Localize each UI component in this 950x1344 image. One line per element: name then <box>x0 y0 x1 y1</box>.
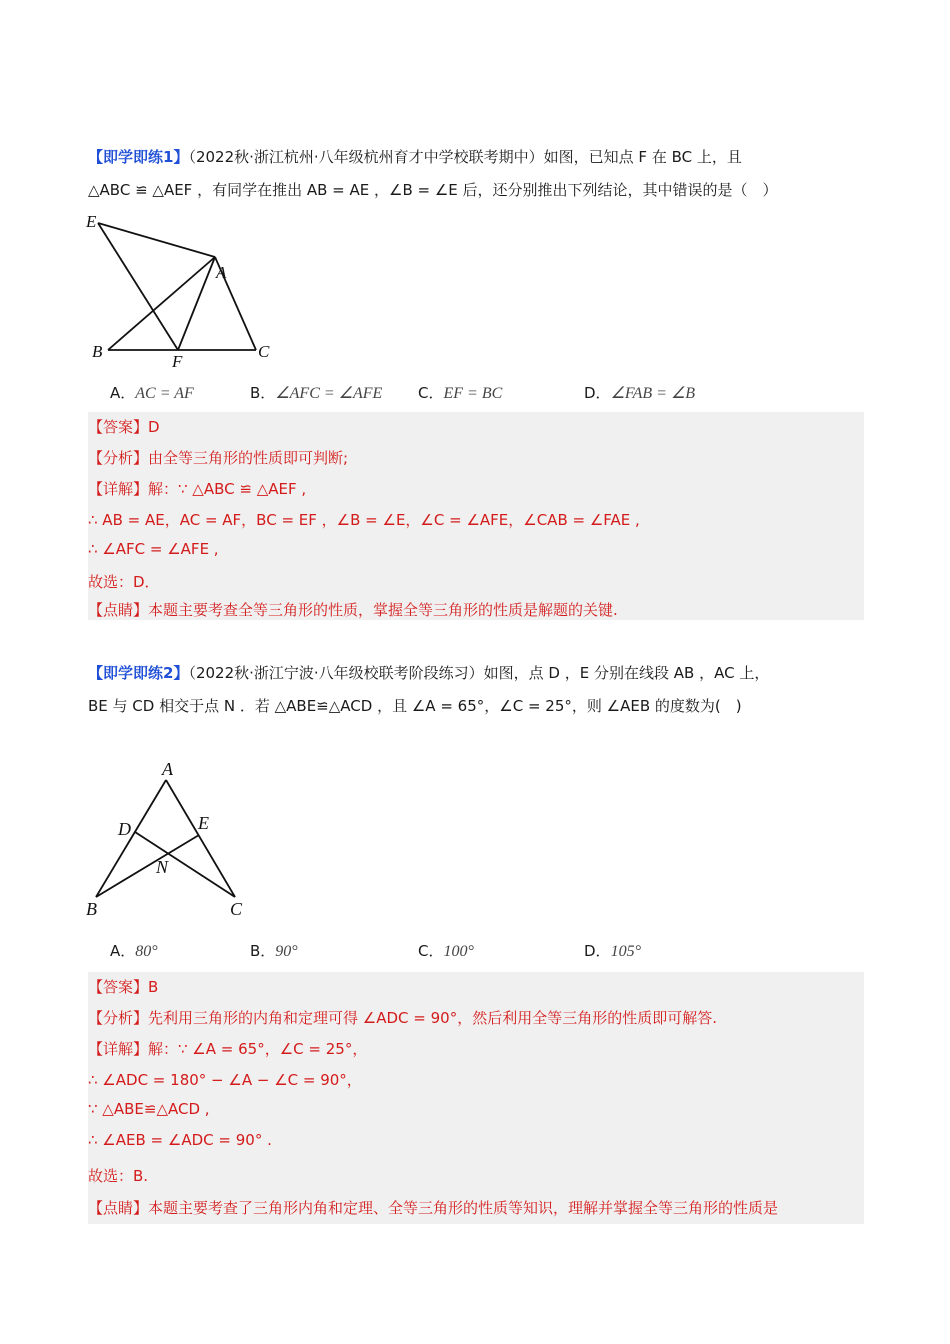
q2-label-D: D <box>118 819 131 839</box>
q2-choice: 故选：B. <box>88 1167 149 1185</box>
q2-label-A: A <box>162 759 173 779</box>
q2-comment: 【点睛】本题主要考查了三角形内角和定理、全等三角形的性质等知识，理解并掌握全等三角形的性质是 <box>88 1199 779 1217</box>
q2-seg-BE <box>96 835 199 897</box>
q1-option-a[interactable] <box>110 382 194 403</box>
q2-option-c-text: 100° <box>443 943 474 960</box>
q1-tag: 【即学即练1】 <box>88 148 189 166</box>
q2-option-b[interactable] <box>250 940 298 961</box>
q1-option-b-text: ∠AFC = ∠AFE <box>275 385 383 402</box>
q1-option-d-letter: D． <box>584 384 611 402</box>
q2-option-d-text: 105° <box>610 943 641 960</box>
q2-option-a-letter: A． <box>110 942 136 960</box>
q1-seg-AF <box>178 257 215 350</box>
q1-option-d-text: ∠FAB = ∠B <box>610 385 696 402</box>
q2-detail-3: ∵ △ABE≌△ACD , <box>88 1100 210 1118</box>
q1-label-C: C <box>258 342 270 361</box>
q1-option-b-letter: B． <box>250 384 276 402</box>
q1-detail-1: 【详解】解：∵ △ABC ≌ △AEF , <box>88 480 307 498</box>
q1-line1 <box>88 147 742 167</box>
q1-answer: 【答案】D <box>88 418 160 436</box>
q1-option-a-text: AC = AF <box>135 385 194 402</box>
q2-option-b-letter: B． <box>250 942 276 960</box>
q2-option-c[interactable] <box>418 940 474 961</box>
q2-stem-line2: BE 与 CD 相交于点 N ．若 △ABE≌△ACD ，且 ∠A = 65°，∠C = 25°，则 ∠AEB 的度数为( ) <box>88 697 742 715</box>
q2-option-a-text: 80° <box>135 943 158 960</box>
q2-option-c-letter: C． <box>418 942 444 960</box>
q2-analysis: 【分析】先利用三角形的内角和定理可得 ∠ADC = 90°，然后利用全等三角形的性质即可解答. <box>88 1009 717 1027</box>
q2-seg-AC <box>166 780 235 897</box>
q2-label-C: C <box>230 899 243 919</box>
q1-detail-3: ∴ ∠AFC = ∠AFE , <box>88 540 219 558</box>
q2-label-B: B <box>86 899 97 919</box>
q1-comment: 【点睛】本题主要考查全等三角形的性质，掌握全等三角形的性质是解题的关键. <box>88 601 618 619</box>
q1-option-c-letter: C． <box>418 384 444 402</box>
q2-detail-2: ∴ ∠ADC = 180° − ∠A − ∠C = 90°， <box>88 1071 362 1089</box>
q2-answer-box <box>88 972 864 1224</box>
q2-tag: 【即学即练2】 <box>88 664 189 682</box>
q2-detail-4: ∴ ∠AEB = ∠ADC = 90° . <box>88 1131 272 1149</box>
q1-stem-line1: （2022秋·浙江杭州·八年级杭州育才中学校联考期中）如图，已知点 F 在 BC 上，且 <box>188 148 742 166</box>
q2-detail-1: 【详解】解：∵ ∠A = 65°，∠C = 25°， <box>88 1040 368 1058</box>
q2-line1 <box>88 663 769 683</box>
q2-option-d-letter: D． <box>584 942 611 960</box>
q2-figure <box>80 755 260 925</box>
q2-option-d[interactable] <box>584 940 641 961</box>
q2-label-N: N <box>156 857 169 877</box>
q1-label-E: E <box>86 212 97 231</box>
q1-answer-box <box>88 412 864 620</box>
q2-answer: 【答案】B <box>88 978 159 996</box>
q1-detail-2: ∴ AB = AE，AC = AF，BC = EF ，∠B = ∠E，∠C = ∠AFE，∠CAB = ∠FAE , <box>88 511 640 529</box>
q1-seg-BA <box>108 257 215 350</box>
q1-option-d[interactable] <box>584 382 695 403</box>
q1-choice: 故选：D． <box>88 573 160 591</box>
q1-label-A: A <box>216 263 227 282</box>
q1-figure <box>80 205 280 375</box>
q2-seg-AB <box>96 780 166 897</box>
q1-option-a-letter: A． <box>110 384 136 402</box>
q2-option-b-text: 90° <box>275 943 298 960</box>
q2-option-a[interactable] <box>110 940 158 961</box>
q1-label-F: F <box>172 352 183 371</box>
q2-label-E: E <box>198 813 209 833</box>
q1-stem-line2: △ABC ≌ △AEF ，有同学在推出 AB = AE ，∠B = ∠E 后，还分别推出下列结论，其中错误的是（ ） <box>88 181 778 199</box>
q2-stem-line1: （2022秋·浙江宁波·八年级校联考阶段练习）如图，点 D ，E 分别在线段 AB ，AC 上， <box>188 664 770 682</box>
q1-option-c[interactable] <box>418 382 502 403</box>
q1-label-B: B <box>92 342 103 361</box>
q1-option-c-text: EF = BC <box>443 385 503 402</box>
q1-analysis: 【分析】由全等三角形的性质即可判断; <box>88 449 349 467</box>
q1-option-b[interactable] <box>250 382 382 403</box>
